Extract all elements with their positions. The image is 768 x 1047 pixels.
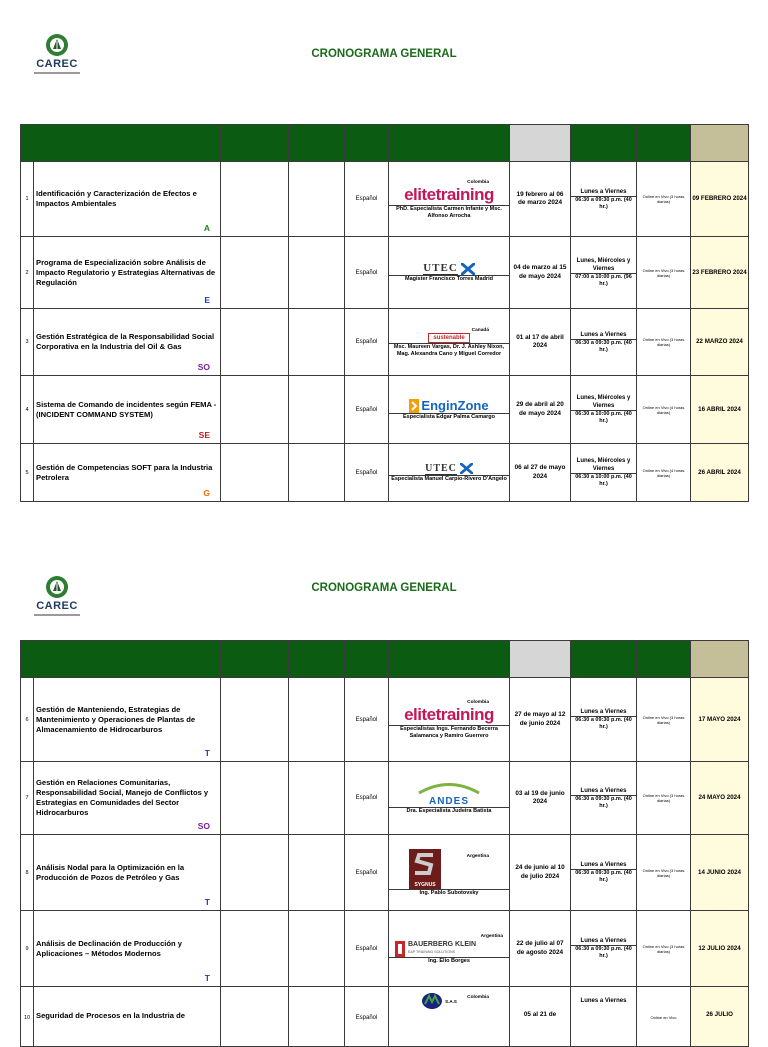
header-cell	[389, 641, 510, 678]
institution-country: Canadá	[471, 327, 489, 333]
institution-country: Argentina	[466, 853, 489, 859]
header-cell	[289, 641, 345, 678]
row-number: 5	[21, 444, 34, 502]
specialist: Ing. Elio Borges	[428, 957, 470, 964]
language: Español	[345, 237, 389, 309]
header-cell	[221, 125, 289, 162]
course-name	[34, 444, 221, 502]
course-dates: 03 al 19 de junio 2024	[510, 762, 571, 835]
utec-emblem-icon	[460, 463, 473, 474]
utec-logo: UTEC	[423, 262, 458, 274]
schedule-cell	[571, 987, 637, 1047]
days: Lunes, Miércoles y Viernes	[571, 457, 636, 474]
specialist: Especialistas Ings. Fernando Becerra Salamanca y Ramiro Guerrero	[400, 726, 498, 739]
table-row	[21, 162, 749, 237]
empty-cell	[289, 911, 345, 987]
course-title: Gestión en Relaciones Comunitarias, Responsabilidad Social, Manejo de Conflictos y Estrategias en Comunidades del Sector Hidrocarburos	[36, 778, 209, 817]
days: Lunes a Viernes	[571, 708, 636, 717]
specialist: PhD. Especialista Carmen Infante y Msc. Alfonso Arrocha	[396, 205, 502, 219]
sygnus-s-icon	[409, 849, 441, 879]
modality: Online en Vivo (3 horas diarias)	[637, 162, 691, 237]
institution-logo	[389, 463, 509, 476]
course-title: Gestión de Manteniendo, Estrategias de Mantenimiento y Operaciones de Plantas de Almacenamiento de Hidrocarburos	[36, 704, 196, 734]
modality: Online en Vivo (4 horas diarias)	[637, 376, 691, 444]
elitetraining-logo: elitetraining	[404, 184, 494, 204]
empty-cell	[289, 237, 345, 309]
institution-logo	[389, 327, 509, 344]
start-date: 26 JULIO	[691, 987, 749, 1047]
header-cell	[21, 125, 34, 162]
header-cell	[34, 125, 221, 162]
header-cell	[389, 125, 510, 162]
institution-cell	[389, 911, 510, 987]
enginzone-logo: EnginZone	[421, 398, 489, 413]
row-number: 1	[21, 162, 34, 237]
start-date: 26 ABRIL 2024	[691, 444, 749, 502]
empty-cell	[289, 162, 345, 237]
carec-logo	[30, 574, 84, 618]
header-cell	[571, 125, 637, 162]
specialist: Especialista Edgar Palma Camargo	[402, 414, 495, 420]
course-title: Análisis de Declinación de Producción y Aplicaciones – Métodos Modernos	[36, 938, 183, 958]
empty-cell	[221, 237, 289, 309]
language: Español	[345, 987, 389, 1047]
schedule-cell	[571, 762, 637, 835]
course-code: T	[204, 973, 210, 983]
schedule-cell	[571, 237, 637, 309]
hours: 06:30 a 09:30 p.m. (40 hr.)	[575, 717, 632, 730]
empty-cell	[289, 376, 345, 444]
utec-logo: UTEC	[425, 462, 457, 474]
institution-country: Argentina	[480, 933, 503, 939]
course-code: T	[204, 897, 210, 907]
course-name	[34, 162, 221, 237]
course-dates: 04 de marzo al 15 de mayo 2024	[510, 237, 571, 309]
header-cell	[221, 641, 289, 678]
sygnus-label: SYGNUS	[414, 881, 436, 888]
header-cell	[34, 641, 221, 678]
empty-cell	[289, 835, 345, 911]
empty-cell	[221, 762, 289, 835]
days: Lunes a Viernes	[571, 937, 636, 946]
days: Lunes a Viernes	[571, 331, 636, 340]
hours: 06:30 a 09:30 p.m. (40 hr.)	[575, 870, 632, 883]
row-number: 3	[21, 309, 34, 376]
course-code: E	[204, 295, 210, 305]
course-code: SE	[198, 430, 210, 440]
enginzone-icon	[409, 399, 419, 413]
page-title: CRONOGRAMA GENERAL	[311, 582, 457, 594]
table-row	[21, 678, 749, 762]
bauerberg-tagline: E&P TRAINING SOLUTIONS	[408, 950, 455, 954]
table-header	[21, 125, 749, 162]
institution-cell	[389, 237, 510, 309]
specialist: Dra. Especialista Judeira Batista	[406, 807, 492, 814]
empty-cell	[221, 162, 289, 237]
modality: Online en Vivo (3 horas diarias)	[637, 835, 691, 911]
specialist: Magister Francisco Torres Madrid	[405, 276, 493, 282]
cmi-globe-icon	[421, 992, 443, 1010]
course-title: Seguridad de Procesos en la Industria de	[36, 1011, 185, 1020]
header-cell	[345, 125, 389, 162]
course-title: Programa de Especialización sobre Análisis de Impacto Regulatorio y Estrategias Alternativas de Regulación	[36, 257, 216, 287]
institution-cell	[389, 762, 510, 835]
empty-cell	[221, 911, 289, 987]
specialist: Especialista Manuel Carpio-Rivero D'Angelo	[391, 475, 507, 482]
header-cell	[510, 125, 571, 162]
course-title: Identificación y Caracterización de Efectos e Impactos Ambientales	[36, 189, 197, 208]
logo-text: CAREC	[36, 600, 78, 612]
row-number: 9	[21, 911, 34, 987]
institution-cell	[389, 376, 510, 444]
schedule-cell	[571, 376, 637, 444]
row-number: 10	[21, 987, 34, 1047]
empty-cell	[221, 835, 289, 911]
table-row	[21, 376, 749, 444]
start-date: 24 MAYO 2024	[691, 762, 749, 835]
modality: Online en Vivo (4 horas diarias)	[637, 444, 691, 502]
institution-logo	[389, 933, 509, 958]
table-row	[21, 987, 749, 1047]
table-header	[21, 641, 749, 678]
institution-logo	[389, 262, 509, 276]
modality: Online en Vivo	[637, 987, 691, 1047]
utec-emblem-icon	[461, 263, 475, 275]
row-number: 4	[21, 376, 34, 444]
days: Lunes a Viernes	[580, 998, 627, 1004]
empty-cell	[221, 987, 289, 1047]
language: Español	[345, 309, 389, 376]
row-number: 8	[21, 835, 34, 911]
specialist: Msc. Maureen Vargas, Dr. J. Ashley Nixon, Mag. Alexandra Cano y Miguel Corredor	[393, 343, 505, 357]
course-dates: 01 al 17 de abril 2024	[510, 309, 571, 376]
schedule-cell	[571, 444, 637, 502]
institution-logo	[389, 987, 509, 1015]
institution-cell	[389, 835, 510, 911]
institution-country: Colombia	[467, 700, 489, 705]
bauerberg-logo: BAUERBERG KLEIN	[408, 941, 477, 948]
course-dates: 22 de julio al 07 de agosto 2024	[510, 911, 571, 987]
institution-cell	[389, 309, 510, 376]
hours: 06:30 a 09:30 p.m. (40 hr.)	[575, 946, 632, 959]
empty-cell	[221, 309, 289, 376]
institution-country: Colombia	[467, 995, 489, 1000]
institution-country: Colombia	[467, 179, 489, 185]
schedule-cell	[571, 835, 637, 911]
cmi-sas-label: S.A.S	[445, 998, 457, 1004]
days: Lunes a Viernes	[571, 787, 636, 796]
course-name	[34, 911, 221, 987]
modality: Online en Vivo (3 horas diarias)	[637, 762, 691, 835]
logo-underline	[34, 72, 80, 74]
start-date: 17 MAYO 2024	[691, 678, 749, 762]
institution-cell	[389, 987, 510, 1047]
hours: 06:30 a 09:30 p.m. (40 hr.)	[575, 196, 632, 210]
modality: Online en Vivo (3 horas diarias)	[637, 678, 691, 762]
schedule-cell	[571, 678, 637, 762]
header-cell	[637, 641, 691, 678]
empty-cell	[221, 678, 289, 762]
course-name	[34, 762, 221, 835]
language: Español	[345, 911, 389, 987]
course-dates: 27 de mayo al 12 de junio 2024	[510, 678, 571, 762]
page-title: CRONOGRAMA GENERAL	[311, 48, 457, 60]
course-dates: 24 de junio al 10 de julio 2024	[510, 835, 571, 911]
course-name	[34, 237, 221, 309]
empty-cell	[289, 987, 345, 1047]
header-cell	[637, 125, 691, 162]
schedule-cell	[571, 911, 637, 987]
course-name	[34, 835, 221, 911]
course-dates: 05 al 21 de	[510, 987, 571, 1047]
header-cell	[691, 641, 749, 678]
course-title: Gestión de Competencias SOFT para la Industria Petrolera	[36, 462, 213, 482]
institution-logo	[389, 849, 509, 890]
hours: 06:30 a 10:00 p.m. (40 hr.)	[575, 474, 632, 487]
hours: 06:30 a 09:30 p.m. (40 hr.)	[575, 795, 632, 809]
sustenable-logo: sustenable	[428, 333, 469, 343]
modality: Online en Vivo (3 horas diarias)	[637, 237, 691, 309]
hours: 06:30 a 09:30 p.m. (40 hr.)	[575, 339, 632, 353]
language: Español	[345, 376, 389, 444]
course-name	[34, 376, 221, 444]
language: Español	[345, 762, 389, 835]
empty-cell	[221, 376, 289, 444]
days: Lunes a Viernes	[571, 188, 636, 197]
schedule-cell	[571, 162, 637, 237]
days: Lunes, Miércoles y Viernes	[571, 257, 636, 274]
start-date: 12 JULIO 2024	[691, 911, 749, 987]
course-title: Sistema de Comando de incidentes según FEMA - (INCIDENT COMMAND SYSTEM)	[36, 399, 217, 419]
course-code: G	[203, 488, 210, 498]
days: Lunes, Miércoles y Viernes	[571, 394, 636, 411]
course-dates: 06 al 27 de mayo 2024	[510, 444, 571, 502]
course-name	[34, 678, 221, 762]
hours: 07:00 a 10:00 p.m. (96 hr.)	[575, 274, 632, 287]
bauerberg-icon	[395, 941, 405, 957]
institution-cell	[389, 162, 510, 237]
table-row	[21, 911, 749, 987]
row-number: 6	[21, 678, 34, 762]
empty-cell	[289, 309, 345, 376]
course-dates: 29 de abril al 20 de mayo 2024	[510, 376, 571, 444]
schedule-cell	[571, 309, 637, 376]
header-cell	[510, 641, 571, 678]
header-cell	[21, 641, 34, 678]
start-date: 22 MARZO 2024	[691, 309, 749, 376]
course-title: Análisis Nodal para la Optimización en la Producción de Pozos de Petróleo y Gas	[36, 862, 185, 882]
header-cell	[345, 641, 389, 678]
sygnus-logo	[409, 849, 441, 889]
empty-cell	[289, 762, 345, 835]
table-row	[21, 835, 749, 911]
logo-underline	[34, 614, 80, 616]
institution-logo	[389, 179, 509, 206]
course-code: T	[204, 748, 210, 758]
empty-cell	[221, 444, 289, 502]
language: Español	[345, 162, 389, 237]
institution-logo	[389, 699, 509, 726]
course-name	[34, 987, 221, 1047]
course-title: Gestión Estratégica de la Responsabilidad Social Corporativa en la Industria del Oil & Gas	[36, 332, 215, 351]
elitetraining-logo: elitetraining	[404, 705, 494, 724]
table-row	[21, 237, 749, 309]
language: Español	[345, 835, 389, 911]
start-date: 09 FEBRERO 2024	[691, 162, 749, 237]
header-cell	[289, 125, 345, 162]
modality: Online en Vivo (3 horas diarias)	[637, 309, 691, 376]
empty-cell	[289, 678, 345, 762]
days: Lunes a Viernes	[571, 861, 636, 870]
course-name	[34, 309, 221, 376]
language: Español	[345, 678, 389, 762]
row-number: 2	[21, 237, 34, 309]
course-code: SO	[197, 821, 210, 831]
institution-logo	[389, 398, 509, 414]
specialist: Ing. Pablo Subotovsky	[419, 889, 479, 896]
institution-cell	[389, 678, 510, 762]
table-row	[21, 309, 749, 376]
hours: 06:30 a 10:00 p.m. (40 hr.)	[575, 411, 632, 424]
institution-logo	[389, 782, 509, 808]
table-row	[21, 762, 749, 835]
start-date: 14 JUNIO 2024	[691, 835, 749, 911]
start-date: 23 FEBRERO 2024	[691, 237, 749, 309]
start-date: 16 ABRIL 2024	[691, 376, 749, 444]
logo-text: CAREC	[36, 58, 78, 70]
course-code: SO	[197, 362, 210, 372]
table-row	[21, 444, 749, 502]
modality: Online en Vivo (3 horas diarias)	[637, 911, 691, 987]
institution-cell	[389, 444, 510, 502]
schedule-table	[20, 640, 749, 1047]
empty-cell	[289, 444, 345, 502]
header-cell	[571, 641, 637, 678]
course-dates: 19 febrero al 06 de marzo 2024	[510, 162, 571, 237]
language: Español	[345, 444, 389, 502]
row-number: 7	[21, 762, 34, 835]
andes-logo: ANDES	[428, 795, 469, 807]
course-code: A	[203, 223, 210, 233]
header-cell	[691, 125, 749, 162]
andes-arc-icon	[417, 782, 481, 794]
schedule-table	[20, 124, 749, 502]
